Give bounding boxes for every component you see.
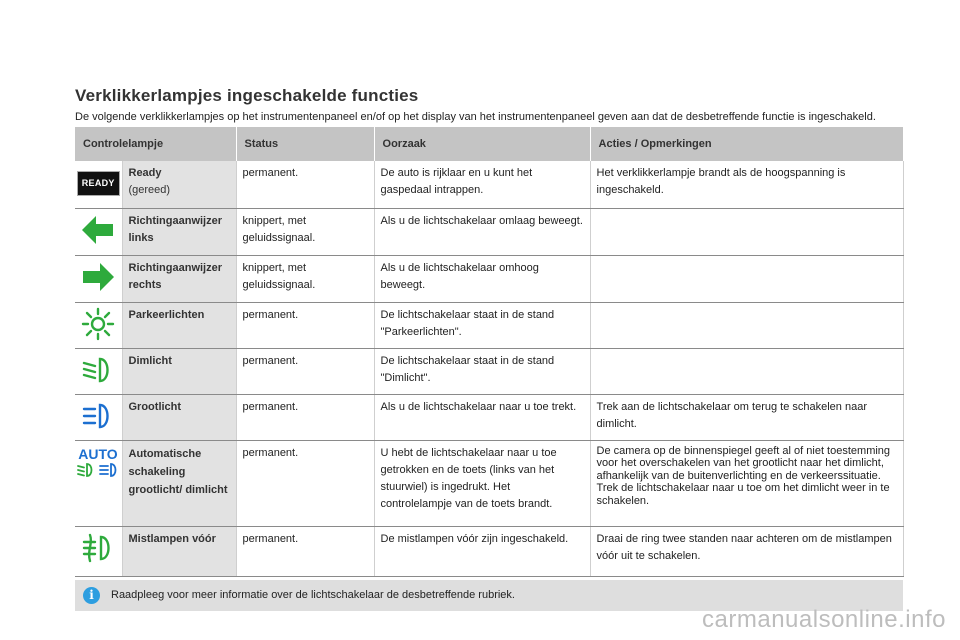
lamp-cause: De auto is rijklaar en u kunt het gaspedaal intrappen. (374, 161, 590, 208)
lamp-cause: U hebt de lichtschakelaar naar u toe getrokken en de toets (links van het stuurwiel) is ingedrukt. Het controlelampje van de toets brandt. (374, 440, 590, 526)
lamp-name: Richtingaanwijzer rechts (128, 261, 223, 291)
table-header-row (75, 127, 903, 161)
lamp-status: knippert, met geluidssignaal. (236, 255, 374, 302)
lamp-status: knippert, met geluidssignaal. (236, 208, 374, 255)
watermark: carmanualsonline.info (702, 606, 946, 633)
lamp-status: permanent. (236, 394, 374, 440)
lamp-name-sub: (gereed) (128, 184, 171, 196)
lamp-name: Richtingaanwijzer links (128, 214, 223, 244)
lamp-action: Trek aan de lichtschakelaar om terug te schakelen naar dimlicht. (590, 394, 903, 440)
table-row (75, 161, 903, 208)
lamp-action: Draai de ring twee standen naar achteren om de mistlampen vóór uit te schakelen. (590, 526, 903, 576)
lamp-name: Ready (128, 167, 162, 179)
lamp-name: Automatische schakeling grootlicht/ dimlicht (128, 447, 228, 496)
lamp-name: Grootlicht (128, 400, 182, 413)
header-acties: Acties / Opmerkingen (590, 127, 903, 161)
table-row (75, 255, 903, 302)
table-row (75, 348, 903, 394)
auto-high-beam-icon (76, 445, 120, 481)
lamp-action: De camera op de binnenspiegel geeft al of niet toestemming voor het overschakelen van het grootlicht naar het dimlicht, afhankelijk van de buitenverlichting en de verkeerssituatie. Trek de lichtschakelaar naar u toe om het dimlicht weer in te schakelen. (590, 440, 903, 526)
lamp-status: permanent. (236, 440, 374, 526)
lamp-name: Parkeerlichten (128, 308, 205, 321)
left-turn-arrow-icon (80, 213, 116, 247)
auto-label: AUTO (78, 445, 118, 462)
lamp-status: permanent. (236, 348, 374, 394)
ready-indicator-icon (75, 161, 122, 208)
lamp-action: Het verklikkerlampje brandt als de hoogspanning is ingeschakeld. (590, 161, 903, 208)
lamp-cause: Als u de lichtschakelaar omhoog beweegt. (374, 255, 590, 302)
lamp-action (590, 348, 903, 394)
page-subtitle: De volgende verklikkerlampjes op het instrumentenpaneel en/of op het display van het instrumentenpaneel geven aan dat de desbetreffende functie is ingeschakeld. (75, 111, 876, 123)
warning-lights-table (75, 127, 904, 577)
table-row (75, 526, 903, 576)
right-turn-arrow-icon (80, 260, 116, 294)
info-note-text: Raadpleeg voor meer informatie over de lichtschakelaar de desbetreffende rubriek. (111, 589, 515, 601)
front-fog-lights-icon (80, 531, 116, 565)
lamp-cause: De lichtschakelaar staat in de stand "Parkeerlichten". (374, 302, 590, 348)
lamp-action (590, 208, 903, 255)
lamp-cause: De lichtschakelaar staat in de stand "Dimlicht". (374, 348, 590, 394)
header-oorzaak: Oorzaak (374, 127, 590, 161)
ready-badge: READY (77, 171, 120, 196)
table-row (75, 208, 903, 255)
lamp-status: permanent. (236, 526, 374, 576)
lamp-cause: De mistlampen vóór zijn ingeschakeld. (374, 526, 590, 576)
table-row (75, 440, 903, 526)
lamp-action (590, 302, 903, 348)
lamp-status: permanent. (236, 302, 374, 348)
lamp-name: Mistlampen vóór (128, 532, 216, 545)
header-controlelampje: Controlelampje (75, 127, 236, 161)
info-icon: i (83, 587, 100, 604)
header-status: Status (236, 127, 374, 161)
table-row (75, 394, 903, 440)
lamp-status: permanent. (236, 161, 374, 208)
table-row (75, 302, 903, 348)
lamp-name: Dimlicht (128, 354, 172, 367)
lamp-cause: Als u de lichtschakelaar omlaag beweegt. (374, 208, 590, 255)
lamp-action (590, 255, 903, 302)
parking-lights-icon (80, 307, 116, 341)
lamp-cause: Als u de lichtschakelaar naar u toe trekt. (374, 394, 590, 440)
page-title: Verklikkerlampjes ingeschakelde functies (75, 86, 419, 105)
high-beam-icon (80, 399, 116, 433)
dipped-beam-icon (80, 353, 116, 387)
